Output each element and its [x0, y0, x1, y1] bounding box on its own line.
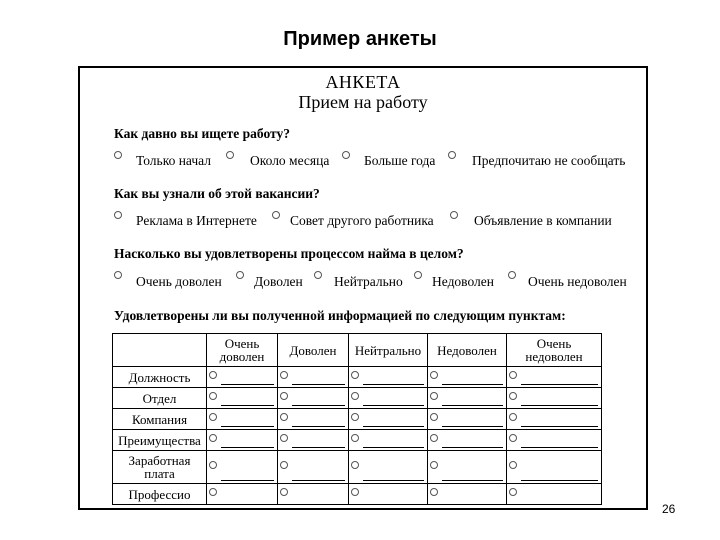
- table-cell: [507, 367, 602, 388]
- radio-button[interactable]: [280, 434, 288, 442]
- radio-button[interactable]: [430, 392, 438, 400]
- question-2: Как вы узнали об этой вакансии?: [114, 186, 320, 201]
- survey-form-image: [78, 66, 648, 510]
- table-row: [113, 367, 602, 388]
- row-label: Должность: [113, 367, 207, 388]
- q3-option-3: Нейтрально: [334, 274, 403, 289]
- q2-radio-1[interactable]: [114, 211, 122, 219]
- table-row: [113, 484, 602, 505]
- q1-radio-2[interactable]: [226, 151, 234, 159]
- row-label: Преимущества: [113, 430, 207, 451]
- radio-button[interactable]: [209, 461, 217, 469]
- radio-button[interactable]: [430, 461, 438, 469]
- table-cell: [349, 451, 428, 484]
- q2-radio-2[interactable]: [272, 211, 280, 219]
- radio-button[interactable]: [430, 488, 438, 496]
- q3-radio-4[interactable]: [414, 271, 422, 279]
- radio-button[interactable]: [430, 371, 438, 379]
- row-label: Заработная плата: [113, 451, 207, 484]
- q3-option-5: Очень недоволен: [528, 274, 627, 289]
- row-label: Отдел: [113, 388, 207, 409]
- table-row: [113, 430, 602, 451]
- radio-button[interactable]: [509, 488, 517, 496]
- radio-button[interactable]: [351, 392, 359, 400]
- q2-option-1: Реклама в Интернете: [136, 213, 257, 228]
- table-header-row: [113, 334, 602, 367]
- table-row: [113, 409, 602, 430]
- table-row: [113, 388, 602, 409]
- table-cell: [207, 388, 278, 409]
- q3-option-4: Недоволен: [432, 274, 494, 289]
- radio-button[interactable]: [351, 488, 359, 496]
- q3-radio-2[interactable]: [236, 271, 244, 279]
- table-cell: [428, 451, 507, 484]
- radio-button[interactable]: [351, 371, 359, 379]
- table-cell: [349, 409, 428, 430]
- q3-option-1: Очень доволен: [136, 274, 222, 289]
- q3-radio-5[interactable]: [508, 271, 516, 279]
- radio-button[interactable]: [509, 434, 517, 442]
- radio-button[interactable]: [209, 434, 217, 442]
- table-corner: [113, 334, 207, 367]
- col-header-dissatisfied: Недоволен: [428, 334, 507, 367]
- radio-button[interactable]: [509, 392, 517, 400]
- radio-button[interactable]: [280, 392, 288, 400]
- q2-radio-3[interactable]: [450, 211, 458, 219]
- table-cell: [278, 409, 349, 430]
- table-row: [113, 451, 602, 484]
- q2-option-3: Объявление в компании: [474, 213, 612, 228]
- table-cell: [428, 409, 507, 430]
- row-label: Компания: [113, 409, 207, 430]
- radio-button[interactable]: [280, 488, 288, 496]
- radio-button[interactable]: [351, 413, 359, 421]
- q3-radio-3[interactable]: [314, 271, 322, 279]
- radio-button[interactable]: [430, 413, 438, 421]
- question-3: Насколько вы удовлетворены процессом найма в целом?: [114, 246, 464, 261]
- col-header-very-satisfied: Очень доволен: [207, 334, 278, 367]
- radio-button[interactable]: [509, 371, 517, 379]
- radio-button[interactable]: [351, 434, 359, 442]
- q1-radio-1[interactable]: [114, 151, 122, 159]
- table-cell: [207, 367, 278, 388]
- table-cell: [349, 484, 428, 505]
- q1-option-4: Предпочитаю не сообщать: [472, 153, 626, 168]
- slide-title: Пример анкеты: [283, 28, 437, 50]
- table-cell: [507, 451, 602, 484]
- table-cell: [278, 388, 349, 409]
- table-cell: [349, 388, 428, 409]
- radio-button[interactable]: [209, 488, 217, 496]
- form-title: АНКЕТА: [325, 72, 401, 92]
- col-header-very-dissatisfied: Очень недоволен: [507, 334, 602, 367]
- radio-button[interactable]: [209, 392, 217, 400]
- q2-option-2: Совет другого работника: [290, 213, 434, 228]
- radio-button[interactable]: [280, 461, 288, 469]
- table-cell: [349, 367, 428, 388]
- radio-button[interactable]: [280, 413, 288, 421]
- radio-button[interactable]: [509, 413, 517, 421]
- row-label: Профессио: [113, 484, 207, 505]
- radio-button[interactable]: [509, 461, 517, 469]
- table-cell: [278, 484, 349, 505]
- table-cell: [428, 388, 507, 409]
- q1-option-2: Около месяца: [250, 153, 330, 168]
- radio-button[interactable]: [280, 371, 288, 379]
- table-cell: [428, 484, 507, 505]
- form-subtitle: Прием на работу: [298, 92, 428, 112]
- radio-button[interactable]: [430, 434, 438, 442]
- q1-radio-3[interactable]: [342, 151, 350, 159]
- col-header-neutral: Нейтрально: [349, 334, 428, 367]
- table-cell: [428, 430, 507, 451]
- question-4: Удовлетворены ли вы полученной информацией по следующим пунктам:: [114, 308, 566, 323]
- table-cell: [507, 484, 602, 505]
- table-cell: [207, 451, 278, 484]
- table-cell: [278, 430, 349, 451]
- table-cell: [428, 367, 507, 388]
- table-cell: [507, 388, 602, 409]
- radio-button[interactable]: [209, 413, 217, 421]
- page-number: 26: [662, 502, 676, 516]
- table-cell: [507, 430, 602, 451]
- table-cell: [349, 430, 428, 451]
- q1-option-1: Только начал: [136, 153, 212, 168]
- q1-option-3: Больше года: [364, 153, 436, 168]
- table-cell: [207, 484, 278, 505]
- radio-button[interactable]: [209, 371, 217, 379]
- table-cell: [278, 367, 349, 388]
- q3-radio-1[interactable]: [114, 271, 122, 279]
- question-1: Как давно вы ищете работу?: [114, 126, 291, 141]
- satisfaction-table: [112, 333, 602, 505]
- table-cell: [278, 451, 349, 484]
- table-cell: [507, 409, 602, 430]
- col-header-satisfied: Доволен: [278, 334, 349, 367]
- table-cell: [207, 430, 278, 451]
- q3-option-2: Доволен: [254, 274, 303, 289]
- table-cell: [207, 409, 278, 430]
- q1-radio-4[interactable]: [448, 151, 456, 159]
- radio-button[interactable]: [351, 461, 359, 469]
